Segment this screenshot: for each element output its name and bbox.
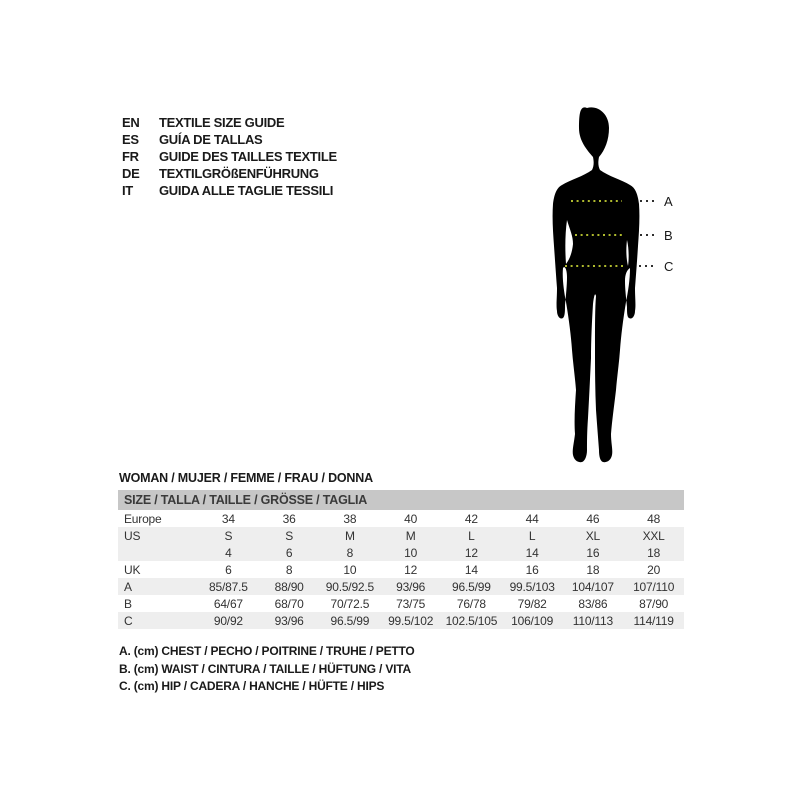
row-label: Europe [124, 511, 162, 526]
size-cell: 14 [525, 545, 539, 560]
measurement-note: A. (cm) CHEST / PECHO / POITRINE / TRUHE / PETTO [119, 644, 415, 658]
size-cell: 90/92 [213, 613, 243, 628]
measurement-note: B. (cm) WAIST / CINTURA / TAILLE / HÜFTUNG / VITA [119, 661, 411, 676]
language-code: IT [122, 183, 133, 198]
table-row [118, 561, 684, 578]
size-cell: 88/90 [274, 579, 304, 594]
language-item [122, 165, 337, 182]
size-cell: 4 [225, 545, 232, 560]
size-cell: 10 [343, 562, 357, 577]
size-cell: 40 [404, 511, 418, 526]
size-cell: 16 [586, 545, 600, 560]
size-cell: 110/113 [572, 613, 613, 628]
size-cell: 48 [647, 511, 661, 526]
size-cell: 93/96 [274, 613, 304, 628]
size-cell: S [285, 528, 294, 543]
row-label: US [124, 528, 141, 543]
table-row [118, 595, 684, 612]
size-cell: 14 [464, 562, 478, 577]
language-code: ES [122, 132, 139, 147]
size-cell: 8 [285, 562, 293, 577]
size-cell: 83/86 [578, 596, 608, 611]
size-cell: 107/110 [633, 579, 675, 594]
marker-label-waist: B [664, 228, 673, 243]
size-cell: 87/90 [639, 596, 669, 611]
size-cell: M [344, 528, 355, 543]
language-label: TEXTILE SIZE GUIDE [159, 115, 285, 130]
size-cell: 6 [285, 545, 293, 560]
size-cell: 76/78 [456, 596, 486, 611]
language-item [122, 114, 337, 131]
language-item [122, 148, 337, 165]
measurement-note: C. (cm) HIP / CADERA / HANCHE / HÜFTE / HIPS [119, 679, 385, 693]
row-label: A [124, 579, 132, 594]
size-cell: S [224, 528, 233, 543]
size-cell: 38 [343, 511, 357, 526]
marker-label-hip: C [664, 259, 674, 274]
size-cell: 18 [586, 562, 600, 577]
size-cell: 10 [404, 545, 418, 560]
size-cell: 6 [225, 562, 232, 577]
size-cell: 36 [282, 511, 296, 526]
language-label: GUIDA ALLE TAGLIE TESSILI [159, 183, 334, 198]
size-cell: 20 [647, 562, 661, 577]
language-label: GUÍA DE TALLAS [159, 132, 263, 147]
size-table-body [118, 510, 684, 629]
size-cell: 46 [586, 511, 600, 526]
row-label: B [124, 596, 132, 611]
language-item [122, 131, 337, 148]
size-cell: 42 [464, 511, 478, 526]
row-label: C [124, 613, 133, 628]
woman-silhouette [553, 107, 640, 462]
language-code: FR [122, 149, 139, 164]
table-row [118, 527, 684, 544]
size-cell: 8 [346, 545, 354, 560]
size-table [118, 490, 684, 629]
language-code: EN [122, 115, 140, 130]
size-cell: 79/82 [517, 596, 547, 611]
measurement-notes [119, 644, 415, 697]
size-cell: 18 [647, 545, 661, 560]
table-title: WOMAN / MUJER / FEMME / FRAU / DONNA [119, 471, 373, 485]
table-row [118, 510, 684, 527]
table-row [118, 544, 684, 561]
size-cell: 96.5/99 [330, 613, 370, 628]
row-label: UK [124, 562, 141, 577]
size-table-header: SIZE / TALLA / TAILLE / GRÖSSE / TAGLIA [118, 490, 684, 510]
size-cell: 99.5/102 [388, 613, 434, 628]
size-cell: L [528, 528, 536, 543]
size-cell: 90.5/92.5 [325, 579, 374, 594]
language-label: GUIDE DES TAILLES TEXTILE [159, 149, 337, 164]
language-label: TEXTILGRÖßENFÜHRUNG [159, 166, 319, 181]
size-cell: 12 [464, 545, 478, 560]
size-cell: 99.5/103 [509, 579, 555, 594]
size-cell: 12 [404, 562, 418, 577]
table-row [118, 612, 684, 629]
woman-silhouette-figure [525, 100, 675, 475]
size-cell: 106/109 [511, 613, 554, 628]
size-cell: 93/96 [396, 579, 426, 594]
marker-label-chest: A [664, 194, 673, 209]
size-cell: 44 [525, 511, 539, 526]
size-cell: 114/119 [633, 613, 674, 628]
size-cell: M [405, 528, 416, 543]
size-cell: 73/75 [396, 596, 426, 611]
size-cell: L [468, 528, 475, 543]
size-cell: 34 [221, 511, 235, 526]
language-list [122, 114, 337, 199]
row-label [118, 544, 198, 561]
size-cell: 102.5/105 [445, 613, 498, 628]
table-row [118, 578, 684, 595]
language-item [122, 182, 337, 199]
size-cell: XXL [642, 528, 665, 543]
size-cell: 85/87.5 [209, 579, 248, 594]
size-cell: 16 [525, 562, 539, 577]
size-cell: 64/67 [213, 596, 243, 611]
size-cell: 70/72.5 [330, 596, 370, 611]
size-cell: 104/107 [571, 579, 614, 594]
size-cell: XL [585, 528, 601, 543]
language-code: DE [122, 166, 140, 181]
size-cell: 68/70 [274, 596, 304, 611]
size-table-header-row [118, 490, 684, 510]
size-cell: 96.5/99 [452, 579, 491, 594]
